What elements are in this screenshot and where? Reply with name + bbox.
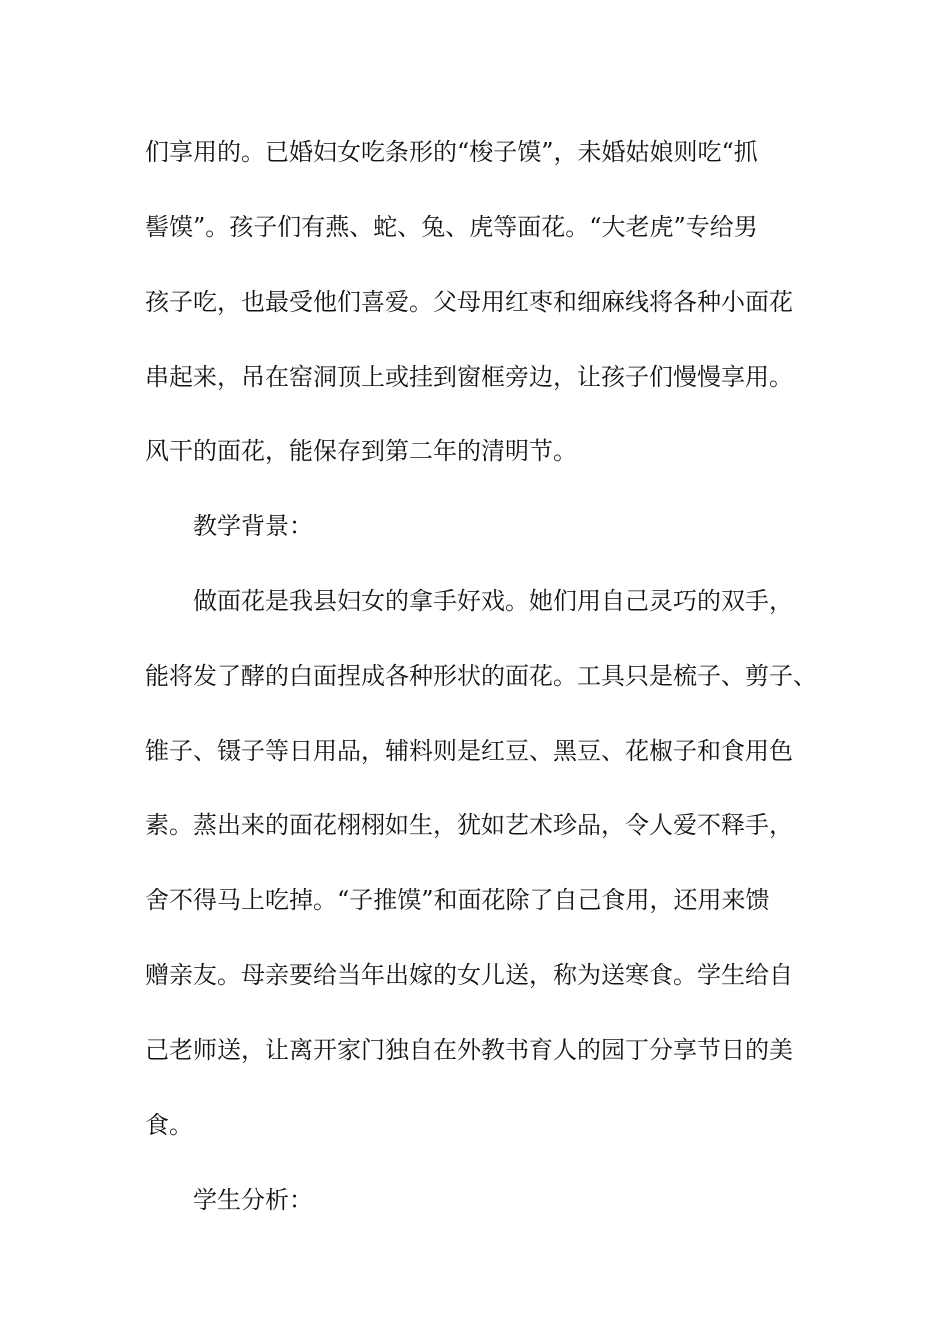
paragraph-line: 素。蒸出来的面花栩栩如生，犹如艺术珍品，令人爱不释手， xyxy=(145,811,793,839)
paragraph-line: 食。 xyxy=(145,1111,193,1139)
paragraph-line: 己老师送，让离开家门独自在外教书育人的园丁分享节日的美 xyxy=(145,1036,793,1064)
paragraph-line: 们享用的。已婚妇女吃条形的“梭子馍”，未婚姑娘则吃“抓 xyxy=(145,138,758,166)
paragraph-line: 锥子、镊子等日用品，辅料则是红豆、黑豆、花椒子和食用色 xyxy=(145,737,793,765)
paragraph-line: 串起来，吊在窑洞顶上或挂到窗框旁边，让孩子们慢慢享用。 xyxy=(145,363,793,391)
paragraph-line: 能将发了酵的白面捏成各种形状的面花。工具只是梳子、剪子、 xyxy=(145,662,817,690)
section-heading-student-analysis: 学生分析： xyxy=(193,1186,313,1214)
section-heading-teaching-background: 教学背景： xyxy=(193,512,313,540)
paragraph-line: 赠亲友。母亲要给当年出嫁的女儿送，称为送寒食。学生给自 xyxy=(145,961,793,989)
paragraph-line: 孩子吃，也最受他们喜爱。父母用红枣和细麻线将各种小面花 xyxy=(145,288,793,316)
paragraph-line: 舍不得马上吃掉。“子推馍”和面花除了自己食用，还用来馈 xyxy=(145,886,770,914)
paragraph-line: 风干的面花，能保存到第二年的清明节。 xyxy=(145,437,577,465)
paragraph-line: 做面花是我县妇女的拿手好戏。她们用自己灵巧的双手， xyxy=(193,587,793,615)
paragraph-line: 髻馍”。孩子们有燕、蛇、兔、虎等面花。“大老虎”专给男 xyxy=(145,213,758,241)
